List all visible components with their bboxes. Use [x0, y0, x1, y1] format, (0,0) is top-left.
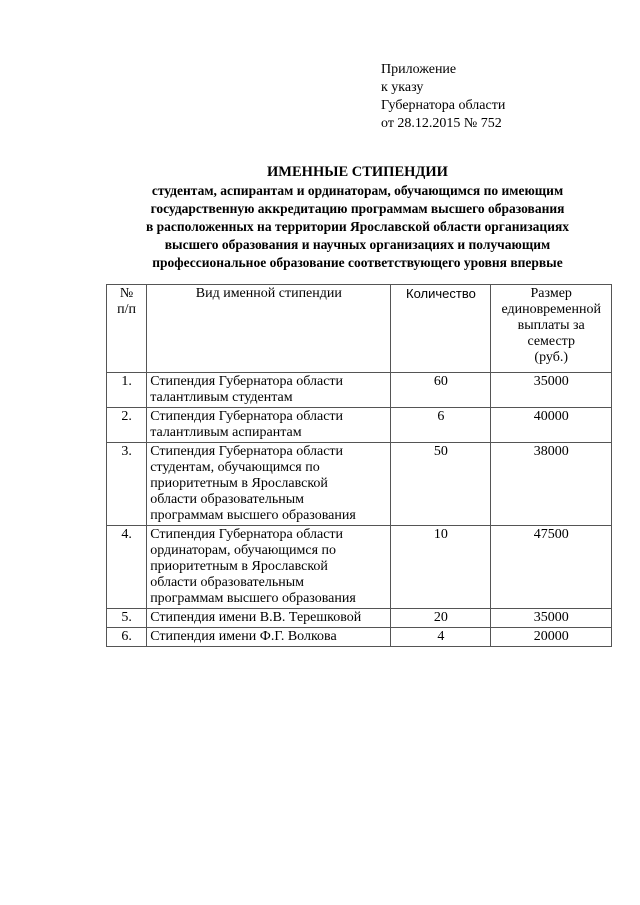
table-row	[107, 609, 612, 628]
header-amount-line: (руб.)	[534, 350, 568, 365]
row-quantity: 50	[391, 443, 491, 526]
header-amount	[491, 285, 612, 373]
appendix-line: Приложение	[381, 62, 457, 77]
row-stipend-name	[147, 373, 391, 408]
row-stipend-name-line: Стипендия Губернатора области	[150, 444, 344, 459]
row-stipend-name-line: ординаторам, обучающимся по	[150, 543, 337, 558]
row-quantity: 20	[391, 609, 491, 628]
row-stipend-name	[147, 609, 391, 628]
appendix-note	[381, 61, 505, 133]
row-stipend-name-line: области образовательным	[150, 575, 305, 590]
header-amount-line: выплаты за	[517, 318, 585, 333]
table-row	[107, 408, 612, 443]
table-header-row	[107, 285, 612, 373]
header-amount-line: Размер	[530, 286, 572, 301]
row-number: 2.	[107, 408, 147, 443]
table-row	[107, 443, 612, 526]
row-quantity: 6	[391, 408, 491, 443]
row-number: 5.	[107, 609, 147, 628]
stipend-table	[106, 284, 612, 647]
row-stipend-name-line: Стипендия имени Ф.Г. Волкова	[150, 629, 337, 644]
row-quantity: 60	[391, 373, 491, 408]
header-quantity	[391, 285, 491, 373]
row-stipend-name-line: студентам, обучающимся по	[150, 460, 320, 475]
title-line: государственную аккредитацию программам высшего образования	[150, 201, 565, 216]
row-stipend-name-line: талантливым студентам	[150, 390, 293, 405]
row-stipend-name	[147, 526, 391, 609]
row-stipend-name-line: Стипендия имени В.В. Терешковой	[150, 610, 362, 625]
row-quantity: 10	[391, 526, 491, 609]
row-stipend-name-line: программам высшего образования	[150, 508, 356, 523]
row-number: 1.	[107, 373, 147, 408]
row-stipend-name	[147, 408, 391, 443]
row-stipend-name-line: Стипендия Губернатора области	[150, 527, 344, 542]
header-amount-line: семестр	[527, 334, 575, 349]
row-amount: 20000	[491, 628, 612, 647]
title-line: в расположенных на территории Ярославской области организациях	[145, 219, 570, 234]
title-line: студентам, аспирантам и ординаторам, обучающимся по имеющим	[151, 183, 564, 198]
row-stipend-name-line: области образовательным	[150, 492, 305, 507]
title-main: ИМЕННЫЕ СТИПЕНДИИ	[267, 164, 448, 180]
document-title	[100, 163, 615, 272]
row-stipend-name-line: программам высшего образования	[150, 591, 356, 606]
header-quantity-text: Количество	[406, 286, 476, 301]
row-amount: 40000	[491, 408, 612, 443]
row-number: 4.	[107, 526, 147, 609]
row-stipend-name-line: Стипендия Губернатора области	[150, 374, 344, 389]
table-row	[107, 526, 612, 609]
header-number-line: п/п	[117, 302, 137, 317]
row-stipend-name-line: Стипендия Губернатора области	[150, 409, 344, 424]
row-stipend-name-line: талантливым аспирантам	[150, 425, 302, 440]
appendix-date-number: от 28.12.2015 № 752	[381, 116, 502, 131]
table-row	[107, 373, 612, 408]
row-number: 6.	[107, 628, 147, 647]
header-number-line: №	[119, 286, 134, 301]
header-number	[107, 285, 147, 373]
row-stipend-name	[147, 443, 391, 526]
appendix-line: к указу	[381, 80, 424, 95]
header-stipend-type-text: Вид именной стипендии	[195, 286, 342, 301]
row-amount: 35000	[491, 373, 612, 408]
row-number: 3.	[107, 443, 147, 526]
row-amount: 35000	[491, 609, 612, 628]
table-row	[107, 628, 612, 647]
title-line: профессиональное образование соответствующего уровня впервые	[152, 255, 563, 270]
title-line: высшего образования и научных организациях и получающим	[164, 237, 551, 252]
row-quantity: 4	[391, 628, 491, 647]
row-amount: 38000	[491, 443, 612, 526]
row-stipend-name-line: приоритетным в Ярославской	[150, 476, 328, 491]
header-stipend-type	[147, 285, 391, 373]
row-stipend-name	[147, 628, 391, 647]
row-stipend-name-line: приоритетным в Ярославской	[150, 559, 328, 574]
row-amount: 47500	[491, 526, 612, 609]
appendix-line: Губернатора области	[381, 98, 506, 113]
header-amount-line: единовременной	[501, 302, 601, 317]
